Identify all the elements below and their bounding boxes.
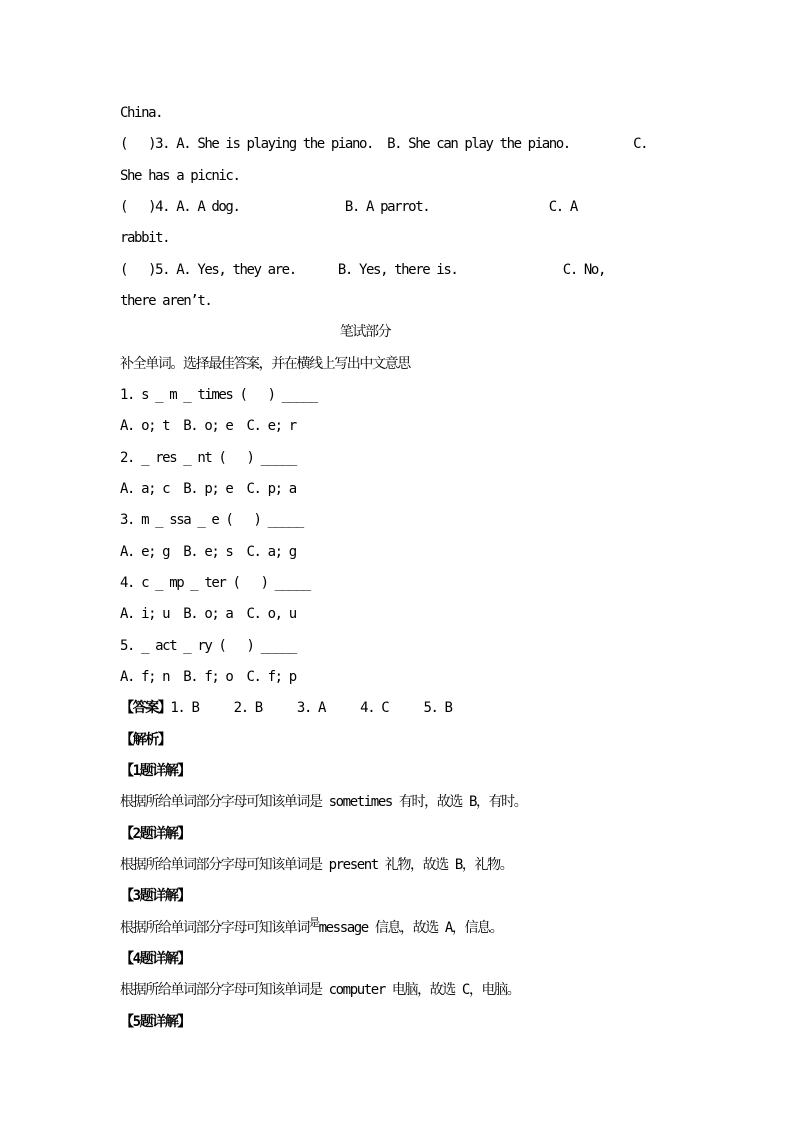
explain-3-body bbox=[120, 913, 684, 944]
explain-4-body: 根据所给单词部分字母可知该单词是 computer 电脑，故选 C，电脑。 bbox=[120, 982, 520, 999]
explain-2-header: 【2题详解】 bbox=[120, 825, 191, 842]
word-q5: 5. _ act _ ry ( ) _____ bbox=[120, 637, 296, 654]
word-q2: 2. _ res _ nt ( ) _____ bbox=[120, 449, 296, 466]
explain-5-header: 【5题详解】 bbox=[120, 1013, 191, 1030]
explain-1-header: 【1题详解】 bbox=[120, 762, 191, 779]
word-q4: 4. c _ mp _ ter ( ) _____ bbox=[120, 574, 310, 591]
analysis-header: 【解析】 bbox=[120, 731, 171, 748]
listening-q5: ( )5. A. Yes, they are. B. Yes, there is. C. No, bbox=[120, 261, 605, 278]
explain-1-body: 根据所给单词部分字母可知该单词是 sometimes 有时，故选 B，有时。 bbox=[120, 794, 527, 811]
listening-q5-cont: there aren’t. bbox=[120, 292, 212, 309]
word-q5-options: A. f; n B. f; o C. f; p bbox=[120, 668, 296, 685]
explain-2-body: 根据所给单词部分字母可知该单词是 present 礼物，故选 B，礼物。 bbox=[120, 856, 513, 873]
word-q3: 3. m _ ssa _ e ( ) _____ bbox=[120, 512, 303, 529]
superscript-char: 是 bbox=[309, 915, 319, 929]
text-segment: 【答案】 bbox=[120, 700, 171, 717]
answers-line bbox=[120, 693, 684, 724]
listening-q4: ( )4. A. A dog. B. A parrot. C. A bbox=[120, 198, 577, 215]
paragraph-china: China. bbox=[120, 105, 163, 121]
listening-q3: ( )3. A. She is playing the piano. B. She can play the piano. C. bbox=[120, 136, 648, 153]
text-segment: 1. B 2. B 3. A 4. C 5. B bbox=[170, 700, 452, 717]
word-q1: 1. s _ m _ times ( ) _____ bbox=[120, 386, 317, 403]
text-segment: 根据所给单词部分字母可知该单词 bbox=[120, 919, 309, 936]
section-title: 笔试部分 bbox=[339, 324, 391, 341]
explain-4-header: 【4题详解】 bbox=[120, 950, 191, 967]
word-q4-options: A. i; u B. o; a C. o, u bbox=[120, 606, 296, 623]
text-segment: message 信息，故选 A，信息。 bbox=[318, 919, 503, 936]
word-q3-options: A. e; g B. e; s C. a; g bbox=[120, 543, 296, 560]
instruction: 补全单词。选择最佳答案，并在横线上写出中文意思 bbox=[120, 355, 410, 372]
listening-q3-cont: She has a picnic. bbox=[120, 167, 240, 184]
word-q2-options: A. a; c B. p; e C. p; a bbox=[120, 480, 296, 497]
word-q1-options: A. o; t B. o; e C. e; r bbox=[120, 418, 296, 435]
explain-3-header: 【3题详解】 bbox=[120, 888, 191, 905]
listening-q4-cont: rabbit. bbox=[120, 230, 170, 247]
